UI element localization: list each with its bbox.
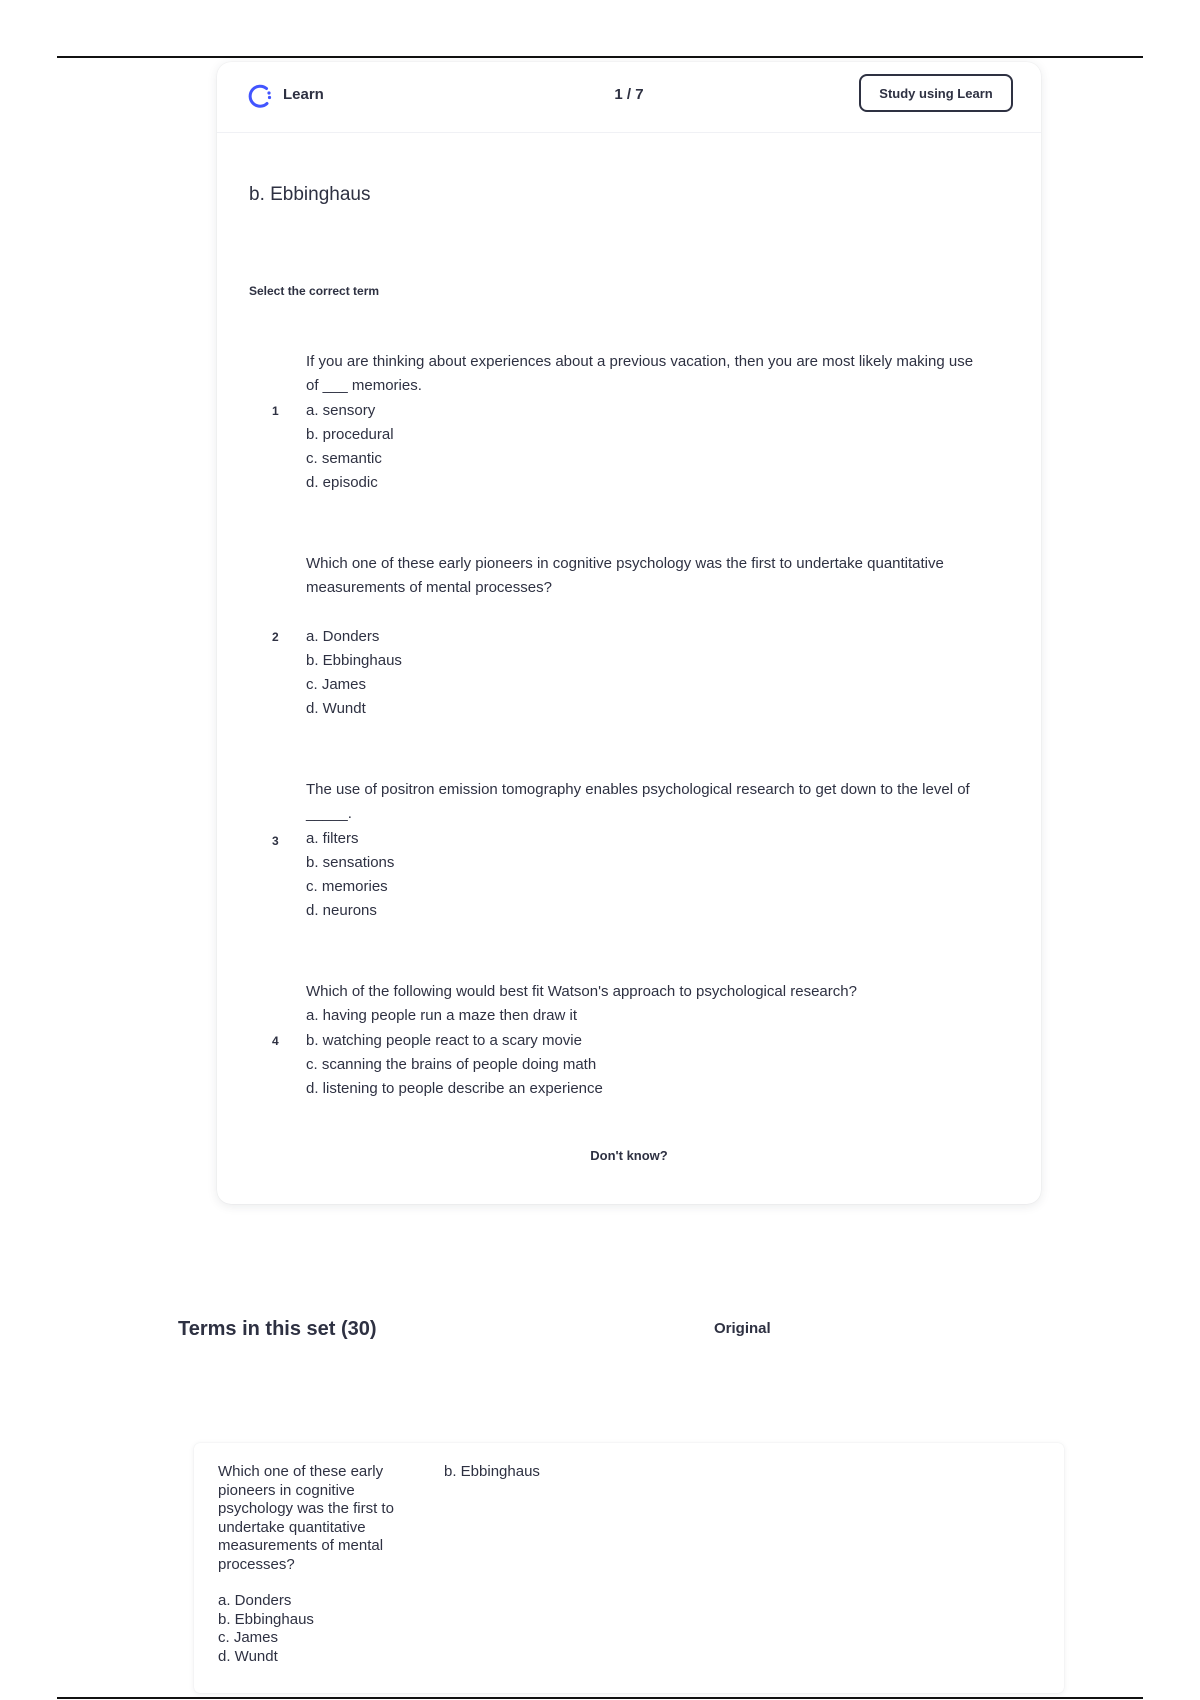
option-a[interactable]: a. Donders — [306, 627, 380, 645]
question-number: 2 — [272, 630, 279, 644]
learn-label: Learn — [283, 86, 324, 103]
option-a[interactable]: a. sensory — [306, 401, 376, 419]
term-card-question — [218, 1463, 408, 1666]
bottom-divider — [57, 1697, 1143, 1699]
option-d[interactable]: d. episodic — [306, 474, 378, 492]
term-display: b. Ebbinghaus — [249, 184, 371, 205]
question-text: The use of positron emission tomography enables psychological research to get down to the level of _____. — [306, 781, 970, 823]
option-c[interactable]: c. semantic — [306, 450, 382, 468]
question-body — [306, 350, 976, 496]
study-using-learn-button[interactable]: Study using Learn — [859, 74, 1013, 112]
question-number: 4 — [272, 1034, 279, 1048]
option-c[interactable]: c. memories — [306, 878, 388, 896]
question-number: 1 — [272, 404, 279, 418]
question-text: Which one of these early pioneers in cognitive psychology was the first to undertake quantitative measurements of mental processes? — [306, 555, 944, 597]
option-d[interactable]: d. neurons — [306, 902, 377, 920]
option-d[interactable]: d. listening to people describe an experience — [306, 1080, 603, 1098]
question-text: If you are thinking about experiences about a previous vacation, then you are most likely making use of ___ memories. — [306, 353, 974, 395]
sort-original[interactable]: Original — [714, 1320, 771, 1337]
option-b[interactable]: b. Ebbinghaus — [306, 651, 402, 669]
option-d[interactable]: d. Wundt — [306, 700, 366, 718]
question-body — [306, 778, 976, 924]
top-divider — [57, 56, 1143, 58]
question-text: Which of the following would best fit Watson's approach to psychological research? — [306, 983, 857, 1000]
option-b[interactable]: b. sensations — [306, 853, 395, 871]
term-option-a: a. Donders — [218, 1592, 292, 1609]
option-a[interactable]: a. having people run a maze then draw it — [306, 1007, 578, 1025]
term-card-answer: b. Ebbinghaus — [444, 1463, 540, 1480]
terms-section-title: Terms in this set (30) — [178, 1318, 377, 1340]
learn-card — [217, 62, 1041, 1204]
option-c[interactable]: c. scanning the brains of people doing math — [306, 1055, 597, 1073]
progress-counter: 1 / 7 — [614, 86, 644, 103]
select-term-prompt: Select the correct term — [249, 284, 380, 298]
option-c[interactable]: c. James — [306, 676, 367, 694]
term-option-b: b. Ebbinghaus — [218, 1610, 314, 1628]
learn-card-header — [217, 62, 1041, 133]
term-option-d: d. Wundt — [218, 1647, 278, 1665]
option-a[interactable]: a. filters — [306, 829, 359, 847]
option-b[interactable]: b. watching people react to a scary movie — [306, 1031, 582, 1049]
question-body — [306, 552, 976, 722]
question-number: 3 — [272, 834, 279, 848]
dont-know-link[interactable]: Don't know? — [590, 1148, 668, 1163]
question-body — [306, 980, 976, 1101]
term-card — [194, 1443, 1064, 1693]
term-question-text: Which one of these early pioneers in cognitive psychology was the first to undertake quantitative measurements of mental processes? — [218, 1463, 394, 1573]
option-b[interactable]: b. procedural — [306, 425, 394, 443]
term-option-c: c. James — [218, 1629, 279, 1646]
